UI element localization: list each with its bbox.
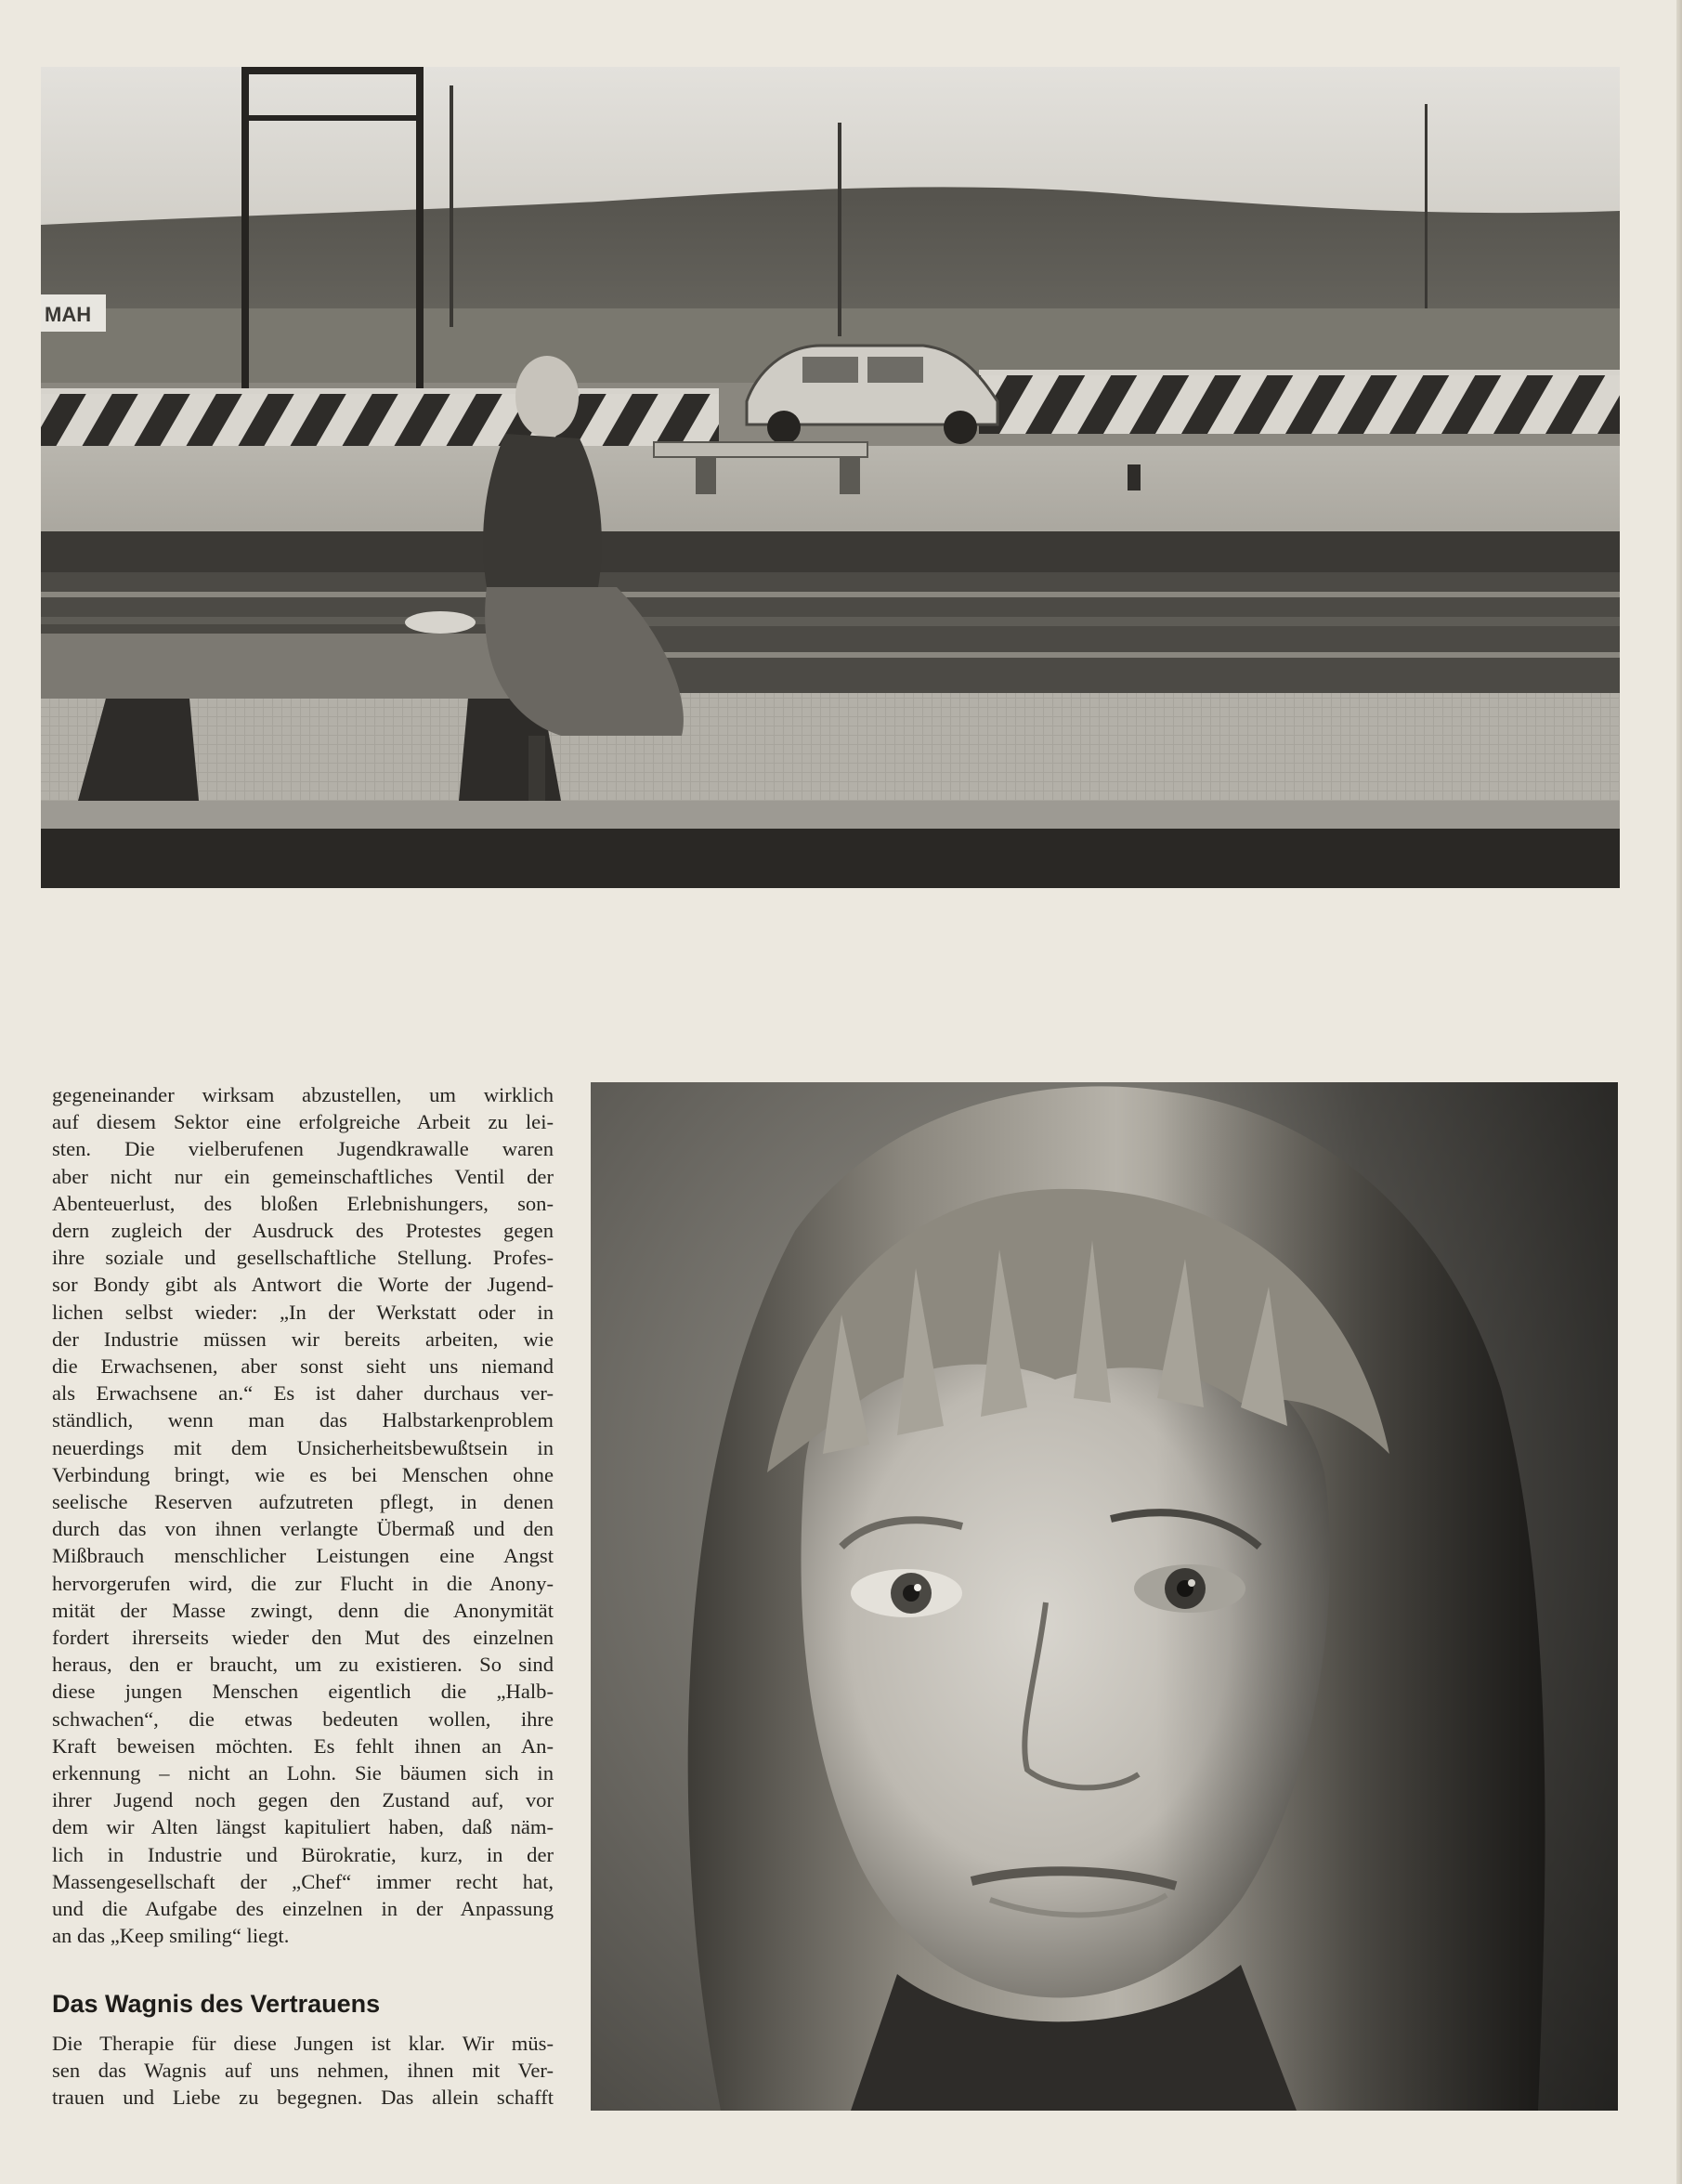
text-line: ständlich, wenn man das Halbstarkenproblem [52, 1408, 554, 1432]
text-line: lichen selbst wieder: „In der Werkstatt oder in [52, 1300, 554, 1324]
text-line: sor Bondy gibt als Antwort die Worte der Jugend- [52, 1273, 554, 1297]
text-line: Abenteuerlust, des bloßen Erlebnishungers, son- [52, 1191, 554, 1215]
text-line: die Erwachsenen, aber sonst sieht uns niemand [52, 1354, 554, 1379]
article-column [52, 1081, 554, 2111]
text-line: der Industrie müssen wir bereits arbeiten, wie [52, 1327, 554, 1351]
text-line: ihre soziale und gesellschaftliche Stellung. Profes- [52, 1246, 554, 1270]
section-paragraph [52, 2030, 554, 2112]
text-line: dem wir Alten längst kapituliert haben, daß näm- [52, 1815, 554, 1839]
text-line: Verbindung bringt, wie es bei Menschen ohne [52, 1462, 554, 1486]
car-shape [747, 346, 997, 444]
text-line: Kraft beweisen möchten. Es fehlt ihnen an An- [52, 1733, 554, 1758]
text-line: heraus, den er braucht, um zu existieren. So sind [52, 1653, 554, 1677]
right-eye [1134, 1564, 1245, 1613]
text-line: dern zugleich der Ausdruck des Protestes gegen [52, 1219, 554, 1243]
text-line: auf diesem Sektor eine erfolgreiche Arbeit zu lei- [52, 1110, 554, 1134]
text-line: Die Therapie für diese Jungen ist klar. Wir müs- [52, 2031, 554, 2055]
text-line: seelische Reserven aufzutreten pflegt, in denen [52, 1490, 554, 1514]
text-line: diese jungen Menschen eigentlich die „Halb- [52, 1680, 554, 1704]
article-paragraph [52, 1081, 554, 1950]
text-line: an das „Keep smiling“ liegt. [52, 1924, 290, 1948]
text-line: sten. Die vielberufenen Jugendkrawalle waren [52, 1137, 554, 1161]
text-line: ihrer Jugend noch gegen den Zustand auf, vor [52, 1788, 554, 1812]
text-line: sen das Wagnis auf uns nehmen, ihnen mit Ver- [52, 2058, 554, 2082]
text-line: trauen und Liebe zu begegnen. Das allein schafft [52, 2085, 554, 2109]
text-line: neuerdings mit dem Unsicherheitsbewußtsein in [52, 1435, 554, 1459]
text-line: erkennung – nicht an Lohn. Sie bäumen sich in [52, 1761, 554, 1785]
girl-portrait-photo [591, 1082, 1618, 2111]
station-sign-text: MAH [45, 303, 92, 326]
text-line: durch das von ihnen verlangte Übermaß und den [52, 1517, 554, 1541]
text-line: schwachen“, die etwas bedeuten wollen, ihre [52, 1707, 554, 1731]
left-eye [851, 1569, 962, 1617]
text-line: fordert ihrerseits wieder den Mut des einzelnen [52, 1626, 554, 1650]
text-line: lich in Industrie und Bürokratie, kurz, in der [52, 1842, 554, 1866]
text-line: aber nicht nur ein gemeinschaftliches Ventil der [52, 1164, 554, 1188]
page-edge [1676, 0, 1682, 2184]
text-line: Massengesellschaft der „Chef“ immer recht hat, [52, 1869, 554, 1893]
text-line: hervorgerufen wird, die zur Flucht in die Anony- [52, 1571, 554, 1595]
text-line: mität der Masse zwingt, denn die Anonymität [52, 1598, 554, 1622]
text-line: und die Aufgabe des einzelnen in der Anpassung [52, 1897, 554, 1921]
railway-platform-photo [41, 67, 1620, 888]
section-heading: Das Wagnis des Vertrauens [52, 1989, 381, 2018]
text-line: als Erwachsene an.“ Es ist daher durchaus ver- [52, 1381, 554, 1406]
text-line: gegeneinander wirksam abzustellen, um wirklich [52, 1083, 554, 1106]
text-line: Mißbrauch menschlicher Leistungen eine Angst [52, 1544, 554, 1568]
